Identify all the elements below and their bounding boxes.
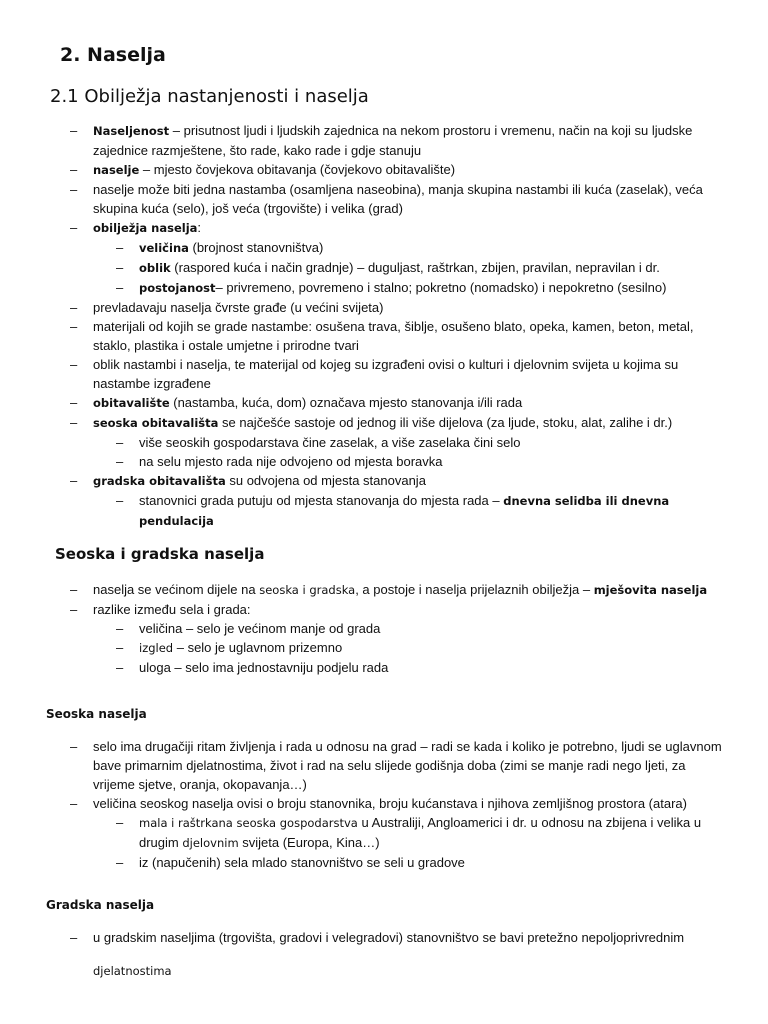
- small-term: djelovnim: [182, 836, 239, 850]
- item-text: materijali od kojih se grade nastambe: osušena trava, šiblje, osušeno blato, opeka, kamen, beton, metal, staklo, plastika i ostale umjetne i prirodne tvari: [93, 319, 694, 353]
- item-text: , a postoje i naselja prijelaznih obilježja –: [355, 582, 594, 597]
- sub-list-item: [0, 278, 768, 298]
- dash-bullet: –: [70, 739, 78, 754]
- dash-bullet: –: [116, 240, 124, 255]
- sub-list-item: [0, 238, 768, 258]
- list-item: [0, 794, 768, 813]
- list-item-continuation: djelatnostima: [93, 964, 172, 978]
- dash-bullet: –: [70, 415, 78, 430]
- bold-term: postojanost: [139, 281, 216, 295]
- dash-bullet: –: [70, 220, 78, 235]
- item-text: naselja se većinom dijele na: [93, 582, 260, 597]
- dash-bullet: –: [70, 123, 78, 138]
- list-item: [0, 180, 768, 218]
- item-text: – selo je uglavnom prizemno: [173, 640, 343, 655]
- dash-bullet: –: [70, 796, 78, 811]
- bold-term: obilježja naselja: [93, 221, 198, 235]
- bold-term: oblik: [139, 261, 171, 275]
- small-term: mala i raštrkana seoska gospodarstva: [139, 816, 358, 830]
- list-item: [0, 317, 768, 355]
- dash-bullet: –: [116, 855, 124, 870]
- dash-bullet: –: [116, 260, 124, 275]
- item-text: iz (napučenih) sela mlado stanovništvo se seli u gradove: [139, 855, 465, 870]
- list-item: [0, 393, 768, 413]
- list-item: [0, 298, 768, 317]
- list-item: [0, 600, 768, 619]
- item-text: veličina – selo je većinom manje od grada: [139, 621, 381, 636]
- bold-term: naselje: [93, 163, 140, 177]
- bold-term: Naseljenost: [93, 124, 170, 138]
- dash-bullet: –: [70, 182, 78, 197]
- item-text: više seoskih gospodarstava čine zaselak, a više zaselaka čini selo: [139, 435, 521, 450]
- page-title: 2. Naselja: [60, 44, 166, 66]
- item-text: selo ima drugačiji ritam življenja i rada u odnosu na grad – radi se kada i koliko je potrebno, ljudi se uglavnom bave primarnim djelatnostima, život i rad na selu slijede godišnja doba (zimi se manje radi nego ljeti, za vrijeme sjetve, oranja, okopavanja…): [93, 739, 722, 792]
- sub-list-item: [0, 258, 768, 278]
- list-gradska-naselja: [0, 928, 768, 947]
- dash-bullet: –: [70, 162, 78, 177]
- item-text: (raspored kuća i način gradnje) – duguljast, raštrkan, zbijen, pravilan, nepravilan i dr.: [170, 260, 660, 275]
- list-item: [0, 218, 768, 238]
- subheading-gradska-naselja: Gradska naselja: [46, 898, 155, 912]
- item-text: naselje može biti jedna nastamba (osamljena naseobina), manja skupina nastambi ili kuća (zaselak), veća skupina kuća (selo), još veća (trgovište) i velika (grad): [93, 182, 703, 216]
- dash-bullet: –: [116, 621, 124, 636]
- item-text: veličina seoskog naselja ovisi o broju stanovnika, broju kućanstava i njihova zemljišnog prostora (atara): [93, 796, 687, 811]
- list-seoska-gradska: [0, 580, 768, 677]
- dash-bullet: –: [70, 395, 78, 410]
- dash-bullet: –: [116, 280, 124, 295]
- item-text: u Australiji, Angloamerici i dr. u odnosu na zbijena i velika u drugim: [139, 815, 702, 850]
- item-text: :: [197, 220, 202, 235]
- item-text: – mjesto čovjekova obitavanja (čovjekovo obitavalište): [139, 162, 456, 177]
- item-text: (brojnost stanovništva): [188, 240, 324, 255]
- bold-term: seoska obitavališta: [93, 416, 219, 430]
- item-text: su odvojena od mjesta stanovanja: [225, 473, 426, 488]
- dash-bullet: –: [70, 582, 78, 597]
- dash-bullet: –: [116, 454, 124, 469]
- sub-list-item: [0, 491, 768, 531]
- list-item: [0, 580, 768, 600]
- list-item: [0, 121, 768, 160]
- sub-list-item: [0, 813, 768, 853]
- dash-bullet: –: [70, 930, 78, 945]
- item-text: oblik nastambi i naselja, te materijal od kojeg su izgrađeni ovisi o kulturi i djelovnim svijeta u kojima su nastambe izgrađene: [93, 357, 679, 391]
- list-item: [0, 160, 768, 180]
- small-term: seoska i gradska: [259, 583, 356, 597]
- list-item: [0, 471, 768, 491]
- dash-bullet: –: [116, 815, 124, 830]
- item-text: razlike između sela i grada:: [93, 602, 251, 617]
- dash-bullet: –: [116, 640, 124, 655]
- item-text: – privremeno, povremeno i stalno; pokretno (nomadsko) i nepokretno (sesilno): [215, 280, 667, 295]
- small-term: izgled: [139, 641, 174, 655]
- bold-term: veličina: [139, 241, 189, 255]
- sub-list-item: [0, 619, 768, 638]
- item-text: se najčešće sastoje od jednog ili više dijelova (za ljude, stoku, alat, zalihe i dr.): [218, 415, 673, 430]
- bold-term: mješovita naselja: [593, 583, 708, 597]
- list-item: [0, 928, 768, 947]
- bold-term: gradska obitavališta: [93, 474, 226, 488]
- list-item: [0, 413, 768, 433]
- list-seoska-naselja: [0, 737, 768, 872]
- section-heading: 2.1 Obilježja nastanjenosti i naselja: [50, 86, 369, 107]
- dash-bullet: –: [70, 473, 78, 488]
- item-text: stanovnici grada putuju od mjesta stanovanja do mjesta rada –: [139, 493, 504, 508]
- dash-bullet: –: [116, 435, 124, 450]
- item-text: na selu mjesto rada nije odvojeno od mjesta boravka: [139, 454, 443, 469]
- list-item: [0, 355, 768, 393]
- subheading-seoska-naselja: Seoska naselja: [46, 707, 147, 721]
- sub-list-item: [0, 853, 768, 872]
- item-text: (nastamba, kuća, dom) označava mjesto stanovanja i/ili rada: [169, 395, 523, 410]
- sub-list-item: [0, 433, 768, 452]
- item-text: uloga – selo ima jednostavniju podjelu rada: [139, 660, 389, 675]
- dash-bullet: –: [70, 319, 78, 334]
- sub-list-item: [0, 452, 768, 471]
- list-item: [0, 737, 768, 794]
- sub-list-item: [0, 638, 768, 658]
- bold-term: dnevna selidba ili dnevna pendulacija: [139, 494, 670, 528]
- item-text: – prisutnost ljudi i ljudskih zajednica na nekom prostoru i vremenu, način na koji su ljudske zajednice razmještene, što rade, kako rade i gdje stanuju: [93, 123, 693, 158]
- dash-bullet: –: [70, 300, 78, 315]
- sub-list-item: [0, 658, 768, 677]
- item-text: prevladavaju naselja čvrste građe (u većini svijeta): [93, 300, 384, 315]
- item-text: svijeta (Europa, Kina…): [238, 835, 380, 850]
- dash-bullet: –: [70, 357, 78, 372]
- dash-bullet: –: [70, 602, 78, 617]
- bold-term: obitavalište: [93, 396, 170, 410]
- section-heading-seoska-gradska: Seoska i gradska naselja: [55, 545, 265, 563]
- dash-bullet: –: [116, 493, 124, 508]
- list-obiljezja: [0, 121, 768, 531]
- item-text: u gradskim naseljima (trgovišta, gradovi i velegradovi) stanovništvo se bavi pretežno nepoljoprivrednim: [93, 930, 685, 945]
- dash-bullet: –: [116, 660, 124, 675]
